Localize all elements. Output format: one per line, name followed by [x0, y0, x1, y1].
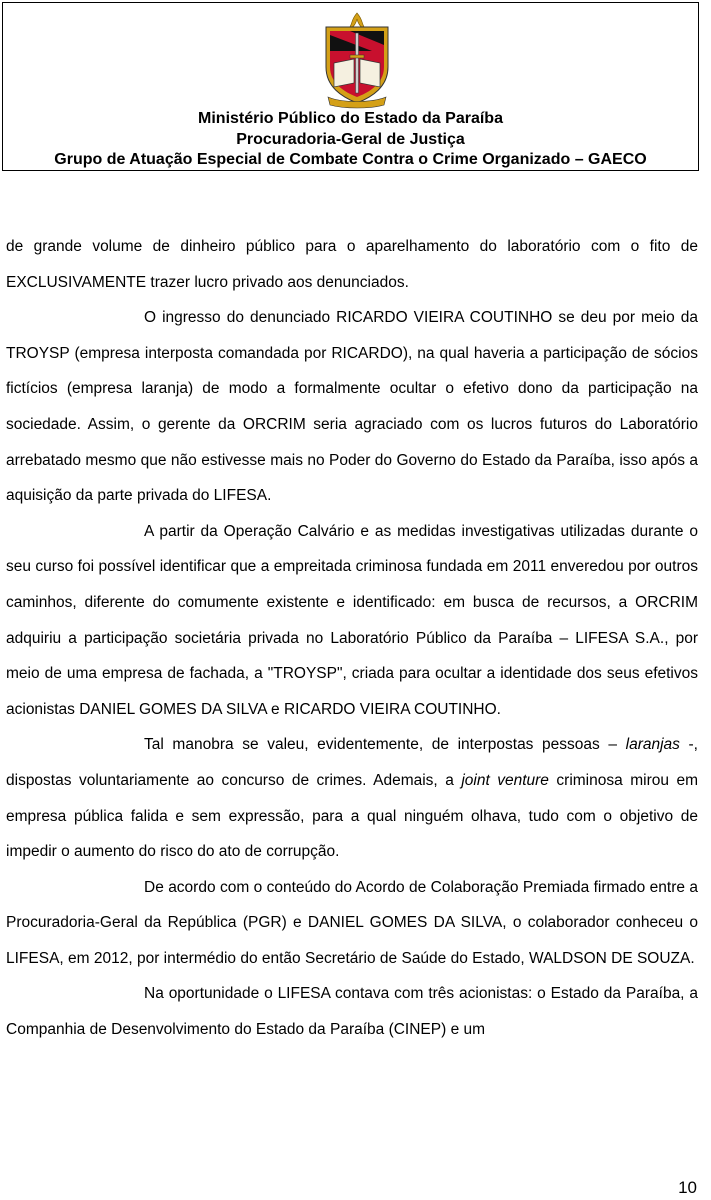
- paragraph-text: Na oportunidade o LIFESA contava com três acionistas: o Estado da Paraíba, a Companhia de Desenvolvimento do Estado da Paraíba (CINEP) e um: [6, 985, 698, 1039]
- paragraph-text: Tal manobra se valeu, evidentemente, de interpostas pessoas –: [144, 736, 626, 754]
- body-paragraph: [6, 300, 698, 514]
- paragraph-text: -, dispostas voluntariamente ao concurso de crimes. Ademais, a: [6, 736, 698, 789]
- header-procuradoria-title: Procuradoria-Geral de Justiça: [236, 131, 465, 148]
- document-body: [6, 229, 698, 1048]
- body-paragraph: [6, 229, 698, 300]
- header-ministry-title: Ministério Público do Estado da Paraíba: [198, 110, 503, 127]
- paragraph-text: O ingresso do denunciado RICARDO VIEIRA COUTINHO se deu por meio da TROYSP (empresa interposta comandada por RICARDO), na qual haveria a participação de sócios fictícios (empresa laranja) de modo a formalmente ocultar o efetivo dono da participação na sociedade. Assim, o gerente da ORCRIM seria agraciado com os lucros futuros do Laboratório arrebatado mesmo que não estivesse mais no Poder do Governo do Estado da Paraíba, isso após a aquisição da parte privada do LIFESA.: [6, 309, 698, 505]
- body-paragraph: [6, 727, 698, 869]
- italic-text: joint venture: [461, 771, 549, 789]
- body-paragraph: [6, 976, 698, 1047]
- paragraph-text: criminosa mirou em empresa pública falida e sem expressão, para a qual ninguém olhava, tudo com o objetivo de impedir o aumento do risco do ato de corrupção.: [6, 771, 698, 861]
- body-paragraph: [6, 514, 698, 728]
- paragraph-text: A partir da Operação Calvário e as medidas investigativas utilizadas durante o seu curso foi possível identificar que a empreitada criminosa fundada em 2011 enveredou por outros caminhos, diferente do comumente existente e identificado: em busca de recursos, a ORCRIM adquiriu a participação societária privada no Laboratório Público da Paraíba – LIFESA S.A., por meio de uma empresa de fachada, a "TROYSP", criada para ocultar a identidade dos seus efetivos acionistas DANIEL GOMES DA SILVA e RICARDO VIEIRA COUTINHO.: [6, 522, 698, 718]
- ministerio-publico-seal-icon: [320, 11, 394, 109]
- paragraph-text: de grande volume de dinheiro público para o aparelhamento do laboratório com o fito de EXCLUSIVAMENTE trazer lucro privado aos denunciados.: [6, 238, 698, 291]
- body-paragraph: [6, 870, 698, 977]
- header-gaeco-title: Grupo de Atuação Especial de Combate Contra o Crime Organizado – GAECO: [54, 151, 647, 168]
- paragraph-text: De acordo com o conteúdo do Acordo de Colaboração Premiada firmado entre a Procuradoria-Geral da República (PGR) e DANIEL GOMES DA SILVA, o colaborador conheceu o LIFESA, em 2012, por intermédio do então Secretário de Saúde do Estado, WALDSON DE SOUZA.: [6, 878, 698, 967]
- italic-text: laranjas: [625, 736, 680, 754]
- document-header: [2, 2, 699, 171]
- page-number: 10: [678, 1178, 697, 1197]
